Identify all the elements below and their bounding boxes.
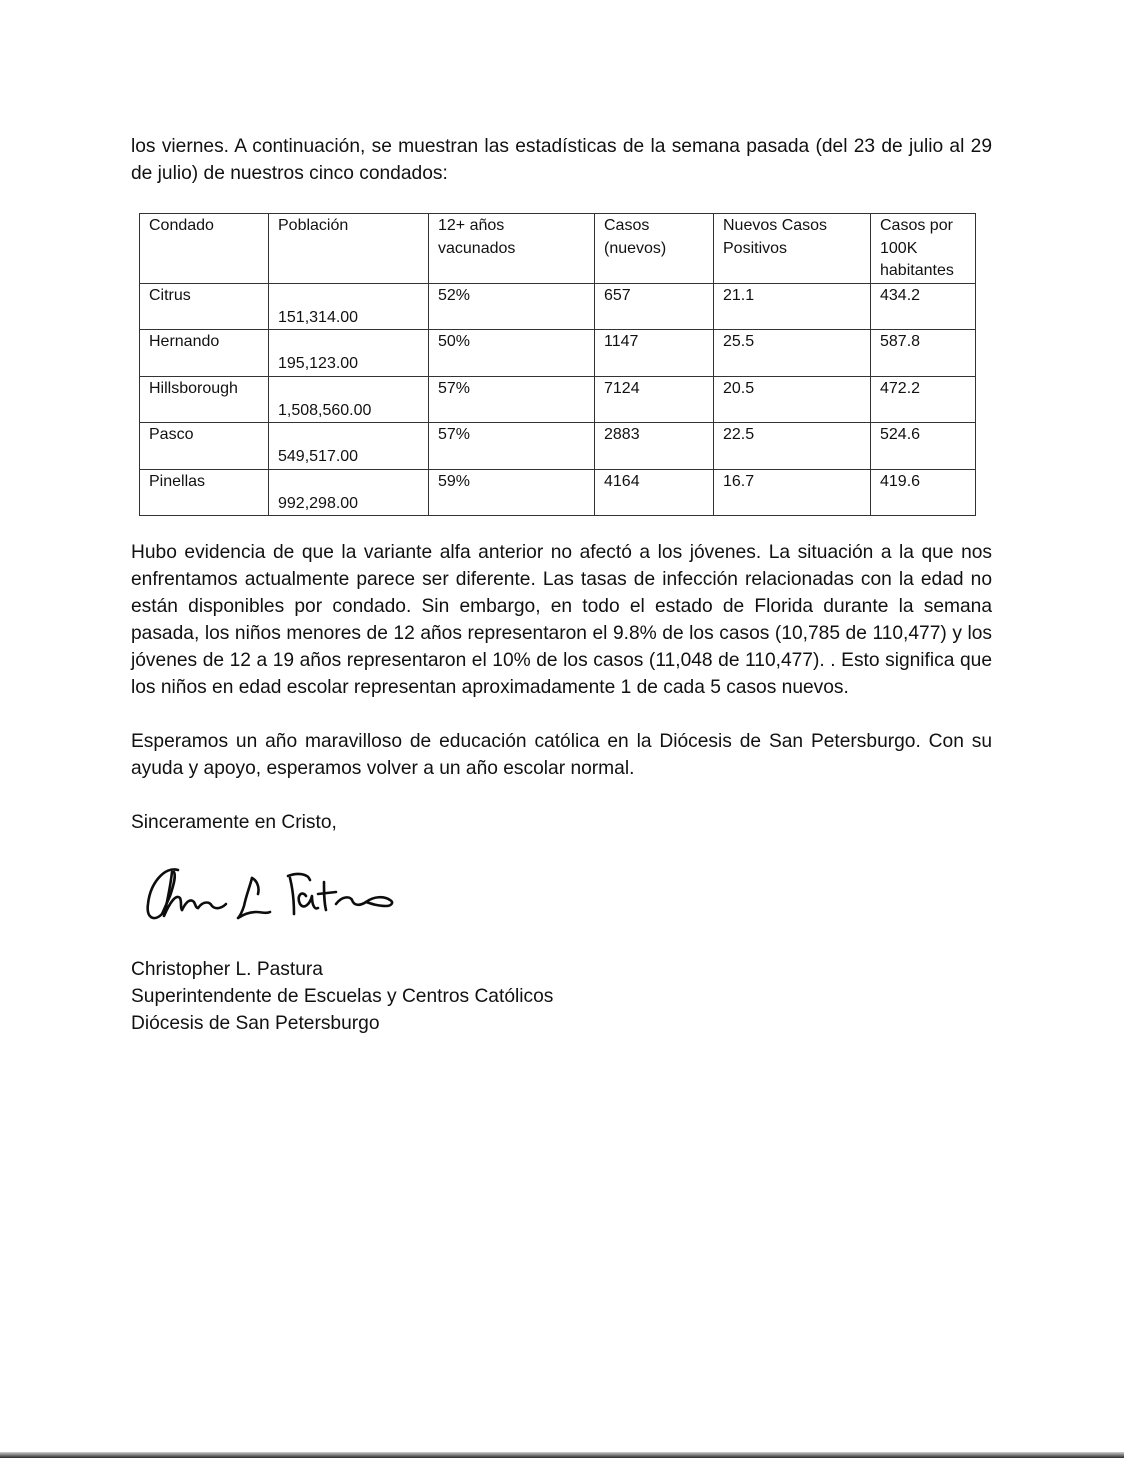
table-cell-new-positive: 22.5 bbox=[714, 423, 871, 470]
table-cell-per-100k: 419.6 bbox=[871, 469, 976, 516]
table-cell-per-100k: 587.8 bbox=[871, 330, 976, 377]
table-cell-per-100k: 472.2 bbox=[871, 376, 976, 423]
signer-block bbox=[131, 956, 553, 1037]
table-cell-cases: 7124 bbox=[595, 376, 714, 423]
table-cell-new-positive: 21.1 bbox=[714, 283, 871, 330]
table-row bbox=[140, 330, 976, 377]
population-value: 1,508,560.00 bbox=[278, 401, 372, 419]
intro-paragraph: los viernes. A continuación, se muestran las estadísticas de la semana pasada (del 23 de julio al 29 de julio) de nuestros cinco condados: bbox=[131, 136, 992, 184]
body-paragraph-age-statistics: Hubo evidencia de que la variante alfa anterior no afectó a los jóvenes. La situación a la que nos enfrentamos actualmente parece ser diferente. Las tasas de infección relacionadas con la edad no están disponibles por condado. Sin embargo, en todo el estado de Florida durante la semana pasada, los niños menores de 12 años representaron el 9.8% de los casos (10,785 de 110,477) y los jóvenes de 12 a 19 años representaron el 10% de los casos (11,048 de 110,477). . Esto significa que los niños en edad escolar representan aproximadamente 1 de cada 5 casos nuevos. bbox=[131, 542, 992, 698]
body-paragraph-closing-wishes: Esperamos un año maravilloso de educación católica en la Diócesis de San Petersburgo. Con su ayuda y apoyo, esperamos volver a un año escolar normal. bbox=[131, 731, 992, 779]
table-cell-cases: 4164 bbox=[595, 469, 714, 516]
table-cell-population bbox=[269, 330, 429, 377]
table-header-cell: 12+ años vacunados bbox=[429, 214, 595, 284]
table-header-cell: Condado bbox=[140, 214, 269, 284]
table-header-cell: Población bbox=[269, 214, 429, 284]
table-cell-new-positive: 25.5 bbox=[714, 330, 871, 377]
table-cell-new-positive: 20.5 bbox=[714, 376, 871, 423]
signer-name: Christopher L. Pastura bbox=[131, 959, 323, 980]
handwritten-signature bbox=[140, 856, 400, 936]
closing-salutation: Sinceramente en Cristo, bbox=[131, 812, 337, 833]
population-value: 151,314.00 bbox=[278, 308, 359, 326]
table-cell-population bbox=[269, 376, 429, 423]
population-value: 549,517.00 bbox=[278, 448, 359, 465]
table-cell-cases: 1147 bbox=[595, 330, 714, 377]
table-header-cell: Nuevos Casos Positivos bbox=[714, 214, 871, 284]
table-cell-population bbox=[269, 283, 429, 330]
table-row bbox=[140, 376, 976, 423]
table-cell-per-100k: 434.2 bbox=[871, 283, 976, 330]
table-row bbox=[140, 283, 976, 330]
table-cell-county: Hernando bbox=[140, 330, 269, 377]
table-row bbox=[140, 423, 976, 470]
table-header-row bbox=[140, 214, 976, 284]
table-cell-county: Pasco bbox=[140, 423, 269, 470]
population-value: 992,298.00 bbox=[278, 494, 359, 512]
table-cell-population bbox=[269, 469, 429, 516]
table-cell-population bbox=[269, 423, 429, 470]
population-value: 195,123.00 bbox=[278, 355, 359, 372]
table-row bbox=[140, 469, 976, 516]
table-cell-county: Pinellas bbox=[140, 469, 269, 516]
table-cell-county: Citrus bbox=[140, 283, 269, 330]
table-cell-vaccinated: 57% bbox=[429, 376, 595, 423]
table-cell-vaccinated: 57% bbox=[429, 423, 595, 470]
table-cell-vaccinated: 50% bbox=[429, 330, 595, 377]
page-bottom-edge bbox=[0, 1452, 1124, 1458]
table-cell-vaccinated: 59% bbox=[429, 469, 595, 516]
table-cell-per-100k: 524.6 bbox=[871, 423, 976, 470]
table-cell-new-positive: 16.7 bbox=[714, 469, 871, 516]
intro-block bbox=[131, 133, 992, 187]
table-header-cell: Casos por 100K habitantes bbox=[871, 214, 976, 284]
county-statistics-table bbox=[139, 213, 976, 516]
table-cell-cases: 2883 bbox=[595, 423, 714, 470]
signer-organization: Diócesis de San Petersburgo bbox=[131, 1013, 380, 1034]
signer-title: Superintendente de Escuelas y Centros Católicos bbox=[131, 986, 554, 1007]
table-cell-cases: 657 bbox=[595, 283, 714, 330]
table-header-cell: Casos (nuevos) bbox=[595, 214, 714, 284]
table-cell-county: Hillsborough bbox=[140, 376, 269, 423]
table-cell-vaccinated: 52% bbox=[429, 283, 595, 330]
